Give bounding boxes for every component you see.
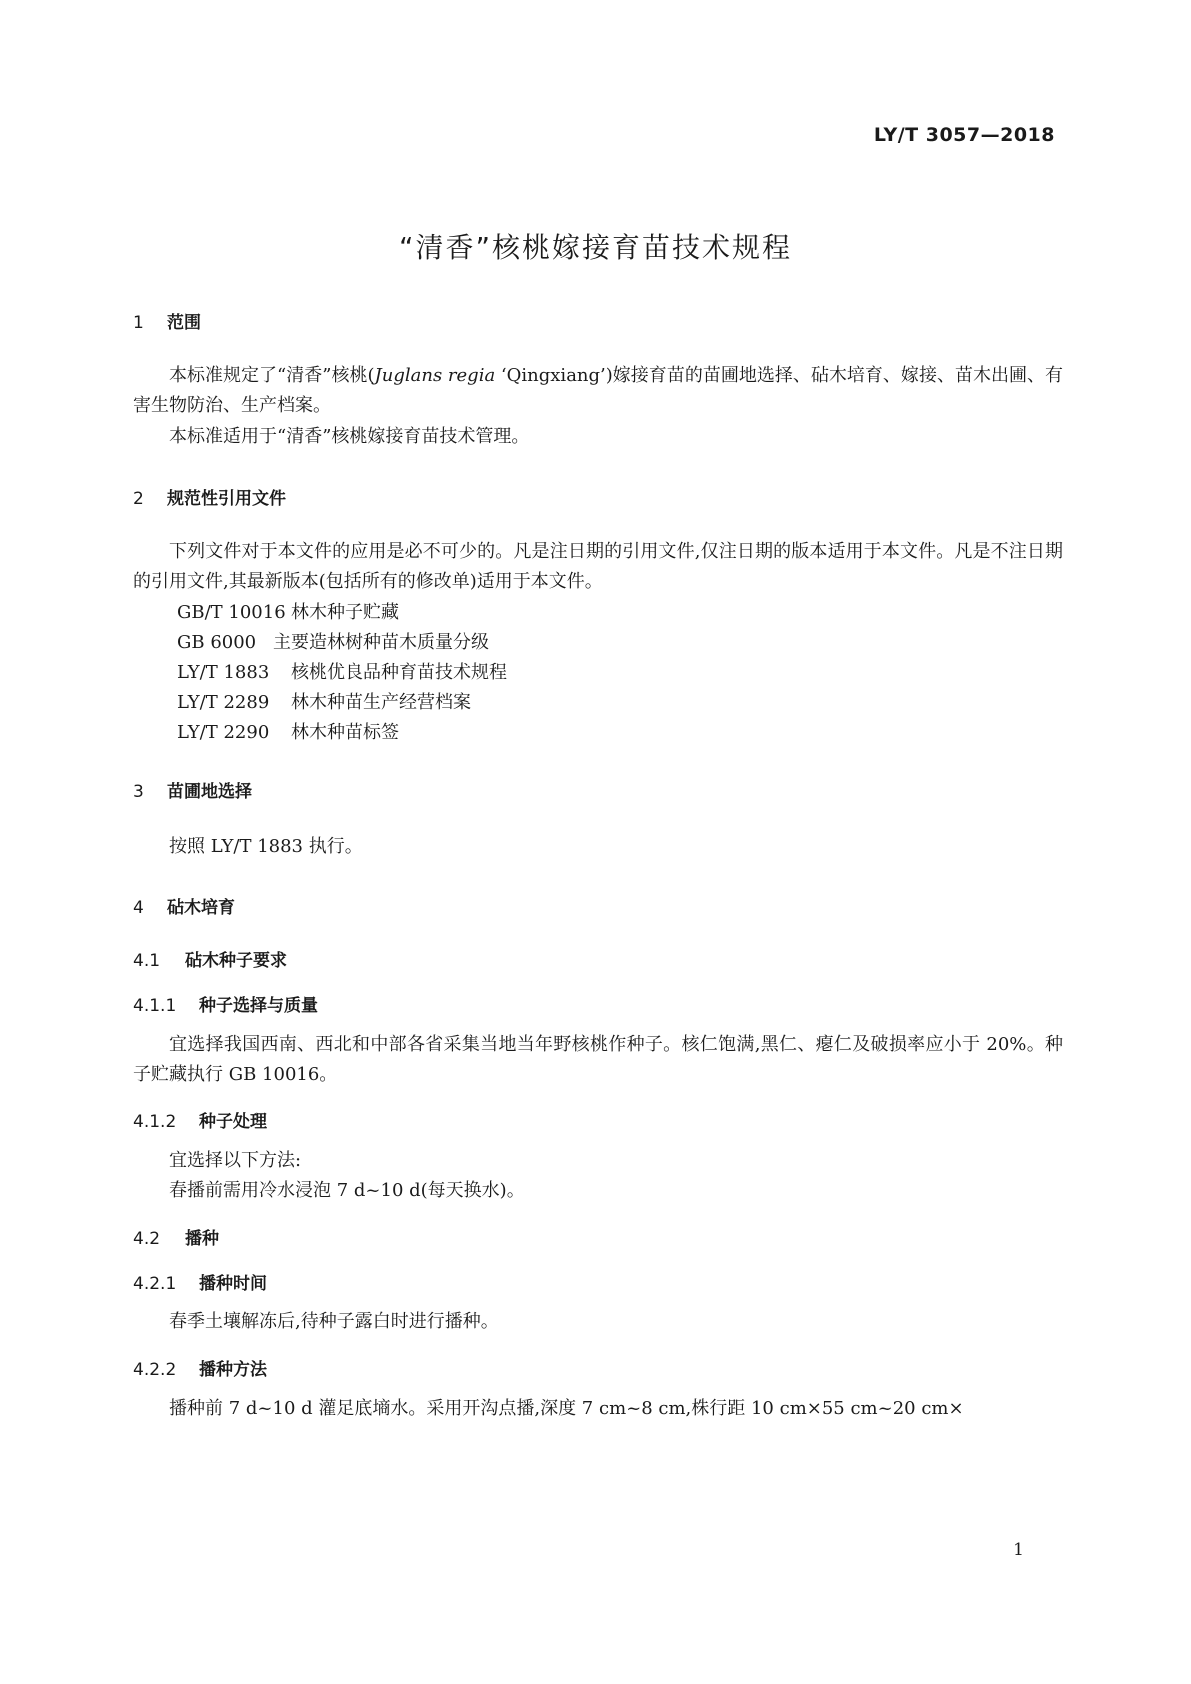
section-number: 4.2.1	[133, 1274, 177, 1294]
section-title: 种子处理	[199, 1112, 267, 1132]
reference-title: 林木种苗生产经营档案	[291, 692, 471, 713]
section-2-paragraph-1: 下列文件对于本文件的应用是必不可少的。凡是注日期的引用文件,仅注日期的版本适用于本文件。凡是不注日期的引用文件,其最新版本(包括所有的修改单)适用于本文件。	[133, 541, 1063, 592]
reference-code: LY/T 2290	[177, 722, 270, 743]
section-number: 4	[133, 898, 144, 918]
section-title: 砧木种子要求	[185, 951, 287, 971]
text-run: 本标准规定了“清香”核桃(	[169, 365, 375, 386]
section-4-2-heading	[133, 1224, 219, 1249]
section-number: 4.2.2	[133, 1360, 177, 1380]
section-4-1-heading	[133, 946, 287, 971]
reference-title: 主要造林树种苗木质量分级	[273, 632, 489, 653]
section-title: 苗圃地选择	[167, 782, 252, 802]
section-4-1-2-paragraph-1: 宜选择以下方法:	[169, 1150, 302, 1171]
reference-item	[177, 598, 399, 624]
reference-item	[177, 718, 399, 744]
text-run: ‘Qingxiang’)嫁接育苗的苗圃地选择、砧木培育、嫁接、苗木出圃、有害生物防治、生产档案。	[133, 365, 1064, 416]
section-number: 3	[133, 782, 144, 802]
section-4-2-1-heading	[133, 1269, 267, 1294]
reference-title: 林木种苗标签	[291, 722, 399, 743]
section-1-paragraph-1	[133, 361, 1063, 421]
reference-item	[177, 658, 507, 684]
document-title: “清香”核桃嫁接育苗技术规程	[398, 231, 792, 264]
section-title: 播种时间	[199, 1274, 267, 1294]
section-number: 1	[133, 313, 144, 333]
section-number: 4.1.2	[133, 1112, 177, 1132]
section-1-paragraph-2: 本标准适用于“清香”核桃嫁接育苗技术管理。	[169, 426, 530, 447]
section-1-heading	[133, 308, 201, 333]
reference-title: 林木种子贮藏	[291, 602, 399, 623]
section-4-1-2-paragraph-2: 春播前需用冷水浸泡 7 d~10 d(每天换水)。	[169, 1180, 525, 1201]
section-4-1-2-heading	[133, 1107, 267, 1132]
section-number: 2	[133, 489, 144, 509]
section-title: 播种	[185, 1229, 219, 1249]
reference-code: GB/T 10016	[177, 602, 286, 623]
section-title: 范围	[167, 313, 201, 333]
latin-name: Juglans regia	[374, 365, 496, 386]
section-number: 4.2	[133, 1229, 161, 1249]
section-title: 砧木培育	[167, 898, 235, 918]
section-title: 播种方法	[199, 1360, 267, 1380]
section-number: 4.1.1	[133, 996, 177, 1016]
section-4-2-2-heading	[133, 1355, 267, 1380]
section-4-2-1-paragraph-1: 春季土壤解冻后,待种子露白时进行播种。	[169, 1311, 499, 1332]
reference-item	[177, 628, 489, 654]
section-title: 规范性引用文件	[167, 489, 286, 509]
section-4-1-1-heading	[133, 991, 318, 1016]
section-4-heading	[133, 893, 235, 918]
reference-code: GB 6000	[177, 632, 257, 653]
reference-code: LY/T 2289	[177, 692, 270, 713]
reference-title: 核桃优良品种育苗技术规程	[291, 662, 507, 683]
section-4-1-1-paragraph-1: 宜选择我国西南、西北和中部各省采集当地当年野核桃作种子。核仁饱满,黑仁、瘪仁及破损率应小于 20%。种子贮藏执行 GB 10016。	[133, 1034, 1063, 1085]
reference-code: LY/T 1883	[177, 662, 270, 683]
page-number: 1	[1013, 1540, 1024, 1560]
section-3-paragraph-1: 按照 LY/T 1883 执行。	[169, 836, 363, 857]
section-number: 4.1	[133, 951, 161, 971]
section-4-2-2-paragraph-1: 播种前 7 d~10 d 灌足底墒水。采用开沟点播,深度 7 cm~8 cm,株行距 10 cm×55 cm~20 cm×	[169, 1398, 964, 1419]
standard-code: LY/T 3057—2018	[873, 124, 1055, 146]
section-3-heading	[133, 777, 252, 802]
section-title: 种子选择与质量	[199, 996, 318, 1016]
section-2-heading	[133, 484, 286, 509]
reference-item	[177, 688, 471, 714]
